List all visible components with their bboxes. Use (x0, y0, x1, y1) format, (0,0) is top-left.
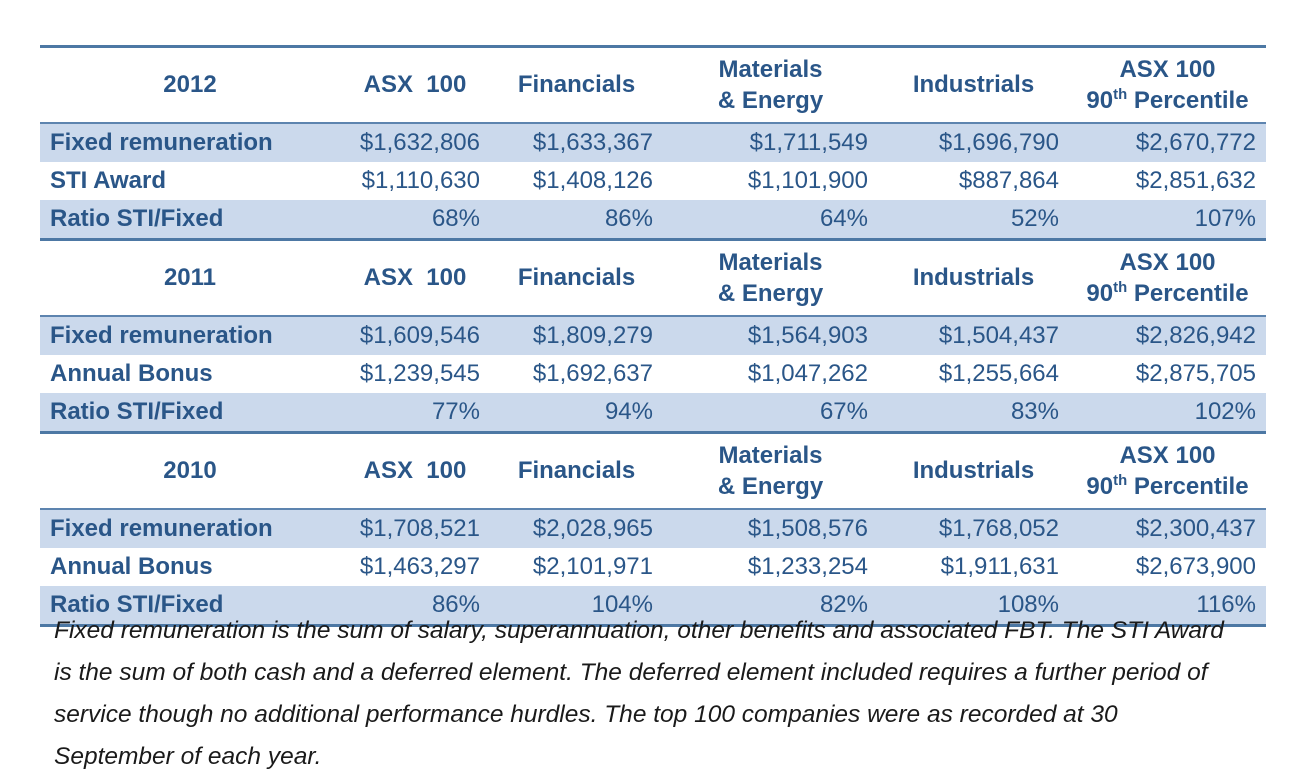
ordinal-suffix: th (1113, 473, 1128, 489)
header-line: ASX 100 (1119, 55, 1216, 83)
col-header-financials: Financials (490, 433, 663, 510)
row-label: Annual Bonus (40, 355, 340, 393)
year-label: 2011 (40, 240, 340, 317)
table-row-fixed-remuneration (40, 509, 1266, 548)
value-cell: 94% (490, 393, 663, 433)
section-header-row (40, 433, 1266, 510)
col-header-asx100-90th-percentile (1069, 47, 1266, 124)
row-label: Ratio STI/Fixed (40, 200, 340, 240)
table-row-annual-bonus (40, 355, 1266, 393)
header-line: Materials (718, 441, 823, 469)
value-cell: $2,826,942 (1069, 316, 1266, 355)
value-cell: $887,864 (878, 162, 1069, 200)
footnote-text: Fixed remuneration is the sum of salary, superannuation, other benefits and associated FBT. The STI Award is the sum of both cash and a deferred element. The deferred element included requires a further period of service though no additional performance hurdles. The top 100 companies were as recorded at 30 September of each year. (54, 617, 1224, 770)
value-cell: $2,673,900 (1069, 548, 1266, 586)
value-cell: $1,110,630 (340, 162, 490, 200)
remuneration-table-wrap (40, 45, 1266, 627)
value-cell: 108% (878, 586, 1069, 626)
remuneration-table (40, 45, 1266, 627)
value-cell: $2,851,632 (1069, 162, 1266, 200)
header-line: & Energy (717, 87, 824, 114)
col-header-materials-energy (663, 240, 878, 317)
header-line: ASX 100 (1119, 248, 1216, 276)
value-cell: $1,809,279 (490, 316, 663, 355)
value-cell: $1,911,631 (878, 548, 1069, 586)
row-label: Fixed remuneration (40, 509, 340, 548)
row-label: STI Award (40, 162, 340, 200)
value-cell: 82% (663, 586, 878, 626)
header-num: 90 (1086, 473, 1114, 500)
ordinal-suffix: th (1113, 280, 1128, 296)
row-label: Ratio STI/Fixed (40, 586, 340, 626)
value-cell: $1,255,664 (878, 355, 1069, 393)
col-header-industrials: Industrials (878, 47, 1069, 124)
value-cell: $2,300,437 (1069, 509, 1266, 548)
value-cell: 107% (1069, 200, 1266, 240)
row-label: Ratio STI/Fixed (40, 393, 340, 433)
value-cell: $2,875,705 (1069, 355, 1266, 393)
col-header-financials: Financials (490, 47, 663, 124)
table-row-annual-bonus (40, 548, 1266, 586)
col-header-asx100: ASX 100 (340, 433, 490, 510)
value-cell: $1,768,052 (878, 509, 1069, 548)
value-cell: $1,504,437 (878, 316, 1069, 355)
col-header-asx100: ASX 100 (340, 240, 490, 317)
value-cell: $1,463,297 (340, 548, 490, 586)
header-num: 90 (1086, 87, 1114, 114)
value-cell: $1,101,900 (663, 162, 878, 200)
header-line: Percentile (1133, 473, 1249, 500)
header-line: Percentile (1133, 87, 1249, 114)
header-line: Materials (718, 55, 823, 83)
value-cell: 104% (490, 586, 663, 626)
value-cell: $2,670,772 (1069, 123, 1266, 162)
value-cell: $1,708,521 (340, 509, 490, 548)
col-header-asx100-90th-percentile (1069, 433, 1266, 510)
value-cell: $1,239,545 (340, 355, 490, 393)
table-row-ratio-sti-fixed (40, 200, 1266, 240)
col-header-asx100: ASX 100 (340, 47, 490, 124)
row-label: Fixed remuneration (40, 123, 340, 162)
section-2011 (40, 240, 1266, 433)
value-cell: 83% (878, 393, 1069, 433)
section-2012 (40, 47, 1266, 240)
value-cell: $2,101,971 (490, 548, 663, 586)
section-2010 (40, 433, 1266, 626)
col-header-materials-energy (663, 47, 878, 124)
section-header-row (40, 47, 1266, 124)
value-cell: $1,408,126 (490, 162, 663, 200)
value-cell: $1,508,576 (663, 509, 878, 548)
section-header-row (40, 240, 1266, 317)
value-cell: $1,047,262 (663, 355, 878, 393)
year-label: 2010 (40, 433, 340, 510)
col-header-materials-energy (663, 433, 878, 510)
header-num: 90 (1086, 280, 1114, 307)
year-label: 2012 (40, 47, 340, 124)
value-cell: 64% (663, 200, 878, 240)
value-cell: 68% (340, 200, 490, 240)
col-header-industrials: Industrials (878, 433, 1069, 510)
value-cell: 52% (878, 200, 1069, 240)
value-cell: 86% (340, 586, 490, 626)
value-cell: $1,692,637 (490, 355, 663, 393)
col-header-asx100-90th-percentile (1069, 240, 1266, 317)
value-cell: $1,711,549 (663, 123, 878, 162)
col-header-financials: Financials (490, 240, 663, 317)
row-label: Fixed remuneration (40, 316, 340, 355)
value-cell: $1,633,367 (490, 123, 663, 162)
value-cell: 116% (1069, 586, 1266, 626)
value-cell: 77% (340, 393, 490, 433)
value-cell: $1,564,903 (663, 316, 878, 355)
row-label: Annual Bonus (40, 548, 340, 586)
value-cell: 102% (1069, 393, 1266, 433)
table-row-fixed-remuneration (40, 316, 1266, 355)
header-line: Percentile (1133, 280, 1249, 307)
header-line: ASX 100 (1119, 441, 1216, 469)
value-cell: 67% (663, 393, 878, 433)
ordinal-suffix: th (1113, 87, 1128, 103)
header-line: & Energy (717, 473, 824, 500)
value-cell: $1,696,790 (878, 123, 1069, 162)
header-line: Materials (718, 248, 823, 276)
table-row-ratio-sti-fixed (40, 393, 1266, 433)
header-line: & Energy (717, 280, 824, 307)
value-cell: $1,609,546 (340, 316, 490, 355)
value-cell: 86% (490, 200, 663, 240)
table-row-fixed-remuneration (40, 123, 1266, 162)
table-row-sti-award (40, 162, 1266, 200)
value-cell: $2,028,965 (490, 509, 663, 548)
col-header-industrials: Industrials (878, 240, 1069, 317)
value-cell: $1,233,254 (663, 548, 878, 586)
value-cell: $1,632,806 (340, 123, 490, 162)
